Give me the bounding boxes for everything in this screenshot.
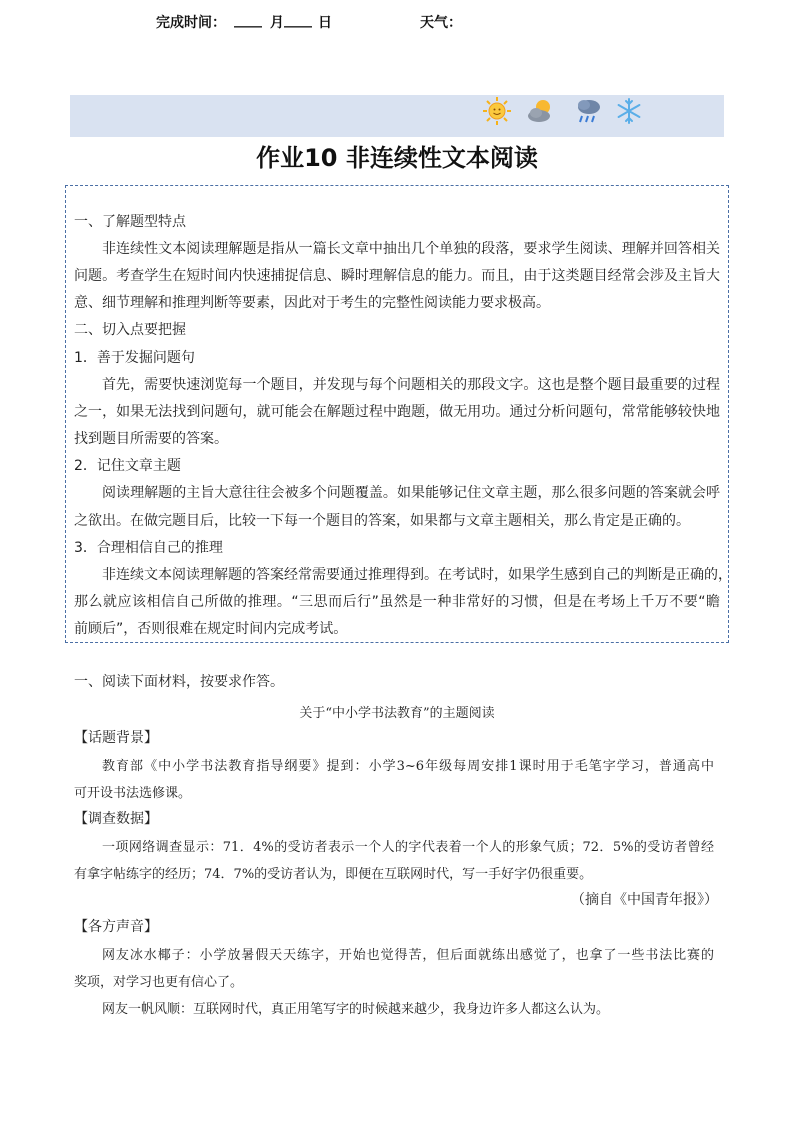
month-blank: ____	[234, 12, 262, 28]
item-heading: 2．记住文章主题	[74, 458, 181, 474]
paragraph-line: 前顾后”，否则很难在规定时间内完成考试。	[74, 621, 348, 637]
month-label: 月	[270, 15, 284, 31]
completion-time-label: 完成时间：	[156, 15, 226, 31]
partly-cloudy-icon	[526, 96, 556, 126]
paragraph-line: 找到题目所需要的答案。	[74, 431, 228, 447]
section-heading: 二、切入点要把握	[74, 322, 186, 338]
day-blank: ____	[284, 12, 312, 28]
voices-heading: 【各方声音】	[74, 919, 158, 935]
source-citation: （摘自《中国青年报》）	[571, 892, 718, 908]
material-line: 网友一帆风顺：互联网时代，真正用笔写字的时候越来越少，我身边许多人都这么认为。	[102, 1002, 610, 1017]
material-line: 网友冰水椰子：小学放暑假天天练字，开始也觉得苦，但后面就练出感觉了，也拿了一些书法比赛的	[102, 948, 714, 963]
section-heading: 一、了解题型特点	[74, 214, 186, 230]
page-title: 作业10 非连续性文本阅读	[256, 144, 538, 172]
material-line: 有拿字帖练字的经历；74．7%的受访者认为，即便在互联网时代，写一手好字仍很重要。	[74, 867, 593, 882]
item-heading: 3．合理相信自己的推理	[74, 540, 223, 556]
rain-icon	[574, 96, 604, 126]
weather-label: 天气：	[420, 15, 462, 31]
material-line: 一项网络调查显示：71．4%的受访者表示一个人的字代表着一个人的形象气质；72．5%的受访者曾经	[102, 840, 714, 855]
paragraph-line: 意、细节理解和推理判断等要素，因此对于考生的完整性阅读能力要求极高。	[74, 295, 550, 311]
paragraph-line: 问题。考查学生在短时间内快速捕捉信息、瞬时理解信息的能力。而且，由于这类题目经常会涉及主旨大	[74, 268, 720, 284]
exercise-instruction: 一、阅读下面材料，按要求作答。	[74, 674, 284, 690]
paragraph-line: 非连续文本阅读理解题的答案经常需要通过推理得到。在考试时，如果学生感到自己的判断是正确的，	[102, 567, 732, 583]
bg-heading: 【话题背景】	[74, 730, 158, 746]
snow-icon	[614, 96, 644, 126]
material-title: 关于“中小学书法教育”的主题阅读	[299, 706, 495, 721]
material-line: 教育部《中小学书法教育指导纲要》提到：小学3~6年级每周安排1课时用于毛笔字学习，普通高中	[102, 759, 714, 774]
material-line: 可开设书法选修课。	[74, 786, 192, 801]
material-line: 奖项，对学习也更有信心了。	[74, 975, 244, 990]
paragraph-line: 阅读理解题的主旨大意往往会被多个问题覆盖。如果能够记住文章主题，那么很多问题的答案就会呼	[102, 485, 720, 501]
item-heading: 1．善于发掘问题句	[74, 350, 195, 366]
paragraph-line: 非连续性文本阅读理解题是指从一篇长文章中抽出几个单独的段落，要求学生阅读、理解并回答相关	[102, 241, 720, 257]
paragraph-line: 首先，需要快速浏览每一个题目，并发现与每个问题相关的那段文字。这也是整个题目最重要的过程	[102, 377, 720, 393]
paragraph-line: 之欲出。在做完题目后，比较一下每一个题目的答案，如果都与文章主题相关，那么肯定是正确的。	[74, 513, 690, 529]
day-label: 日	[318, 15, 332, 31]
paragraph-line: 那么就应该相信自己所做的推理。“三思而后行”虽然是一种非常好的习惯，但是在考场上千万不要“瞻	[74, 594, 720, 610]
sunny-icon	[482, 96, 512, 126]
paragraph-line: 之一，如果无法找到问题句，就可能会在解题过程中跑题，做无用功。通过分析问题句，常常能够较快地	[74, 404, 720, 420]
survey-heading: 【调查数据】	[74, 811, 158, 827]
